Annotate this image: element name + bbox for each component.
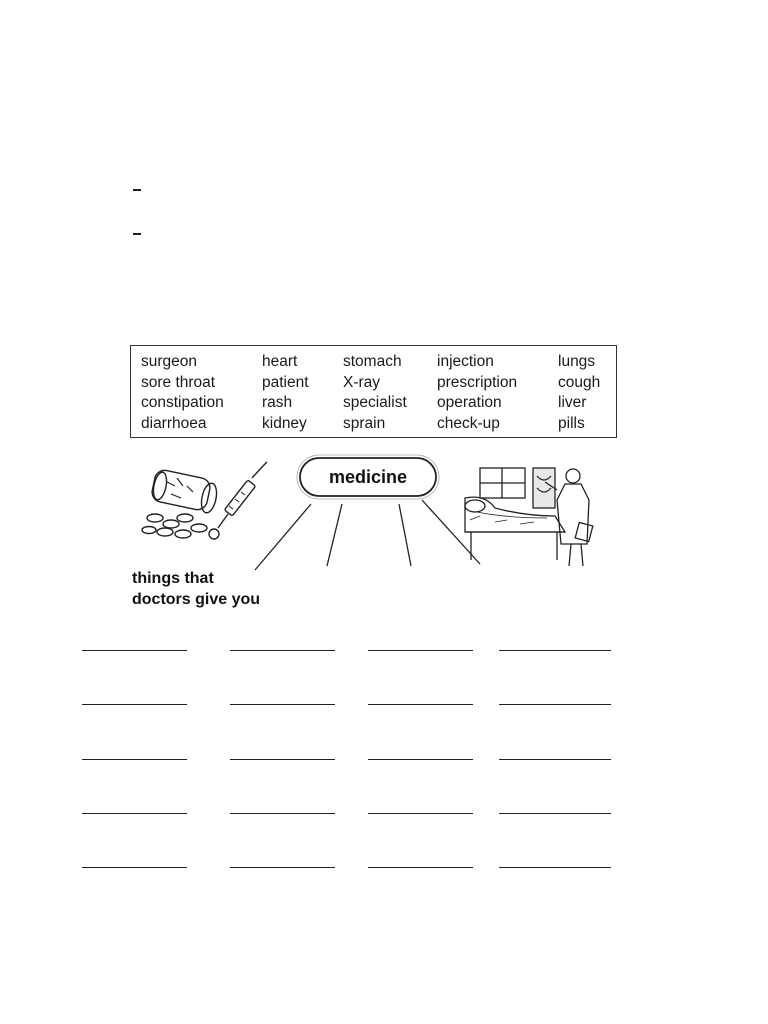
answer-blank[interactable] — [499, 650, 611, 651]
answer-blank[interactable] — [82, 704, 187, 705]
word: constipation — [141, 394, 224, 411]
answer-blank[interactable] — [499, 704, 611, 705]
word: check-up — [437, 414, 500, 432]
answer-blank[interactable] — [230, 650, 335, 651]
caption-line-1: things that — [132, 570, 214, 587]
mind-map-caption — [132, 568, 260, 610]
word: heart — [262, 353, 298, 370]
word-column-4 — [437, 352, 517, 434]
answer-blank[interactable] — [368, 759, 473, 760]
answer-blank[interactable] — [230, 759, 335, 760]
word: lungs — [558, 353, 596, 370]
word: diarrhoea — [141, 414, 207, 432]
word: cough — [558, 373, 601, 391]
answer-blank[interactable] — [82, 867, 187, 868]
word: operation — [437, 394, 502, 411]
word: prescription — [437, 373, 518, 391]
word: rash — [262, 394, 293, 411]
word: stomach — [343, 353, 402, 370]
answer-blank[interactable] — [368, 650, 473, 651]
word-column-1 — [141, 352, 224, 434]
word: liver — [558, 394, 587, 411]
mind-map-branches — [255, 500, 480, 570]
answer-blank[interactable] — [368, 867, 473, 868]
pill-bottle-icon — [142, 469, 219, 538]
answer-blank[interactable] — [499, 813, 611, 814]
answer-blank[interactable] — [82, 813, 187, 814]
doctor-xray-icon — [480, 468, 593, 566]
word-column-3 — [343, 352, 407, 434]
word: pills — [558, 414, 585, 432]
caption-line-2: doctors give you — [132, 591, 261, 608]
word-box — [130, 345, 617, 438]
answer-blank[interactable] — [499, 759, 611, 760]
answer-blank[interactable] — [368, 813, 473, 814]
word: injection — [437, 353, 494, 370]
answer-blank[interactable] — [499, 867, 611, 868]
answer-blank[interactable] — [368, 704, 473, 705]
bullet-dash-2 — [133, 233, 141, 235]
word: specialist — [343, 394, 407, 411]
word: patient — [262, 373, 309, 391]
word-column-5 — [558, 352, 600, 434]
syringe-icon — [209, 462, 267, 539]
word: surgeon — [141, 353, 198, 370]
bullet-dash-1 — [133, 189, 141, 191]
word: sore throat — [141, 373, 216, 391]
word-column-2 — [262, 352, 309, 434]
answer-blank[interactable] — [230, 704, 335, 705]
answer-blank[interactable] — [230, 867, 335, 868]
word: kidney — [262, 414, 307, 432]
word: sprain — [343, 414, 386, 432]
word: X-ray — [343, 373, 381, 391]
answer-blank[interactable] — [82, 759, 187, 760]
medicine-label: medicine — [328, 467, 408, 487]
answer-blank[interactable] — [82, 650, 187, 651]
answer-blank[interactable] — [230, 813, 335, 814]
medicine-center-node — [297, 455, 439, 499]
